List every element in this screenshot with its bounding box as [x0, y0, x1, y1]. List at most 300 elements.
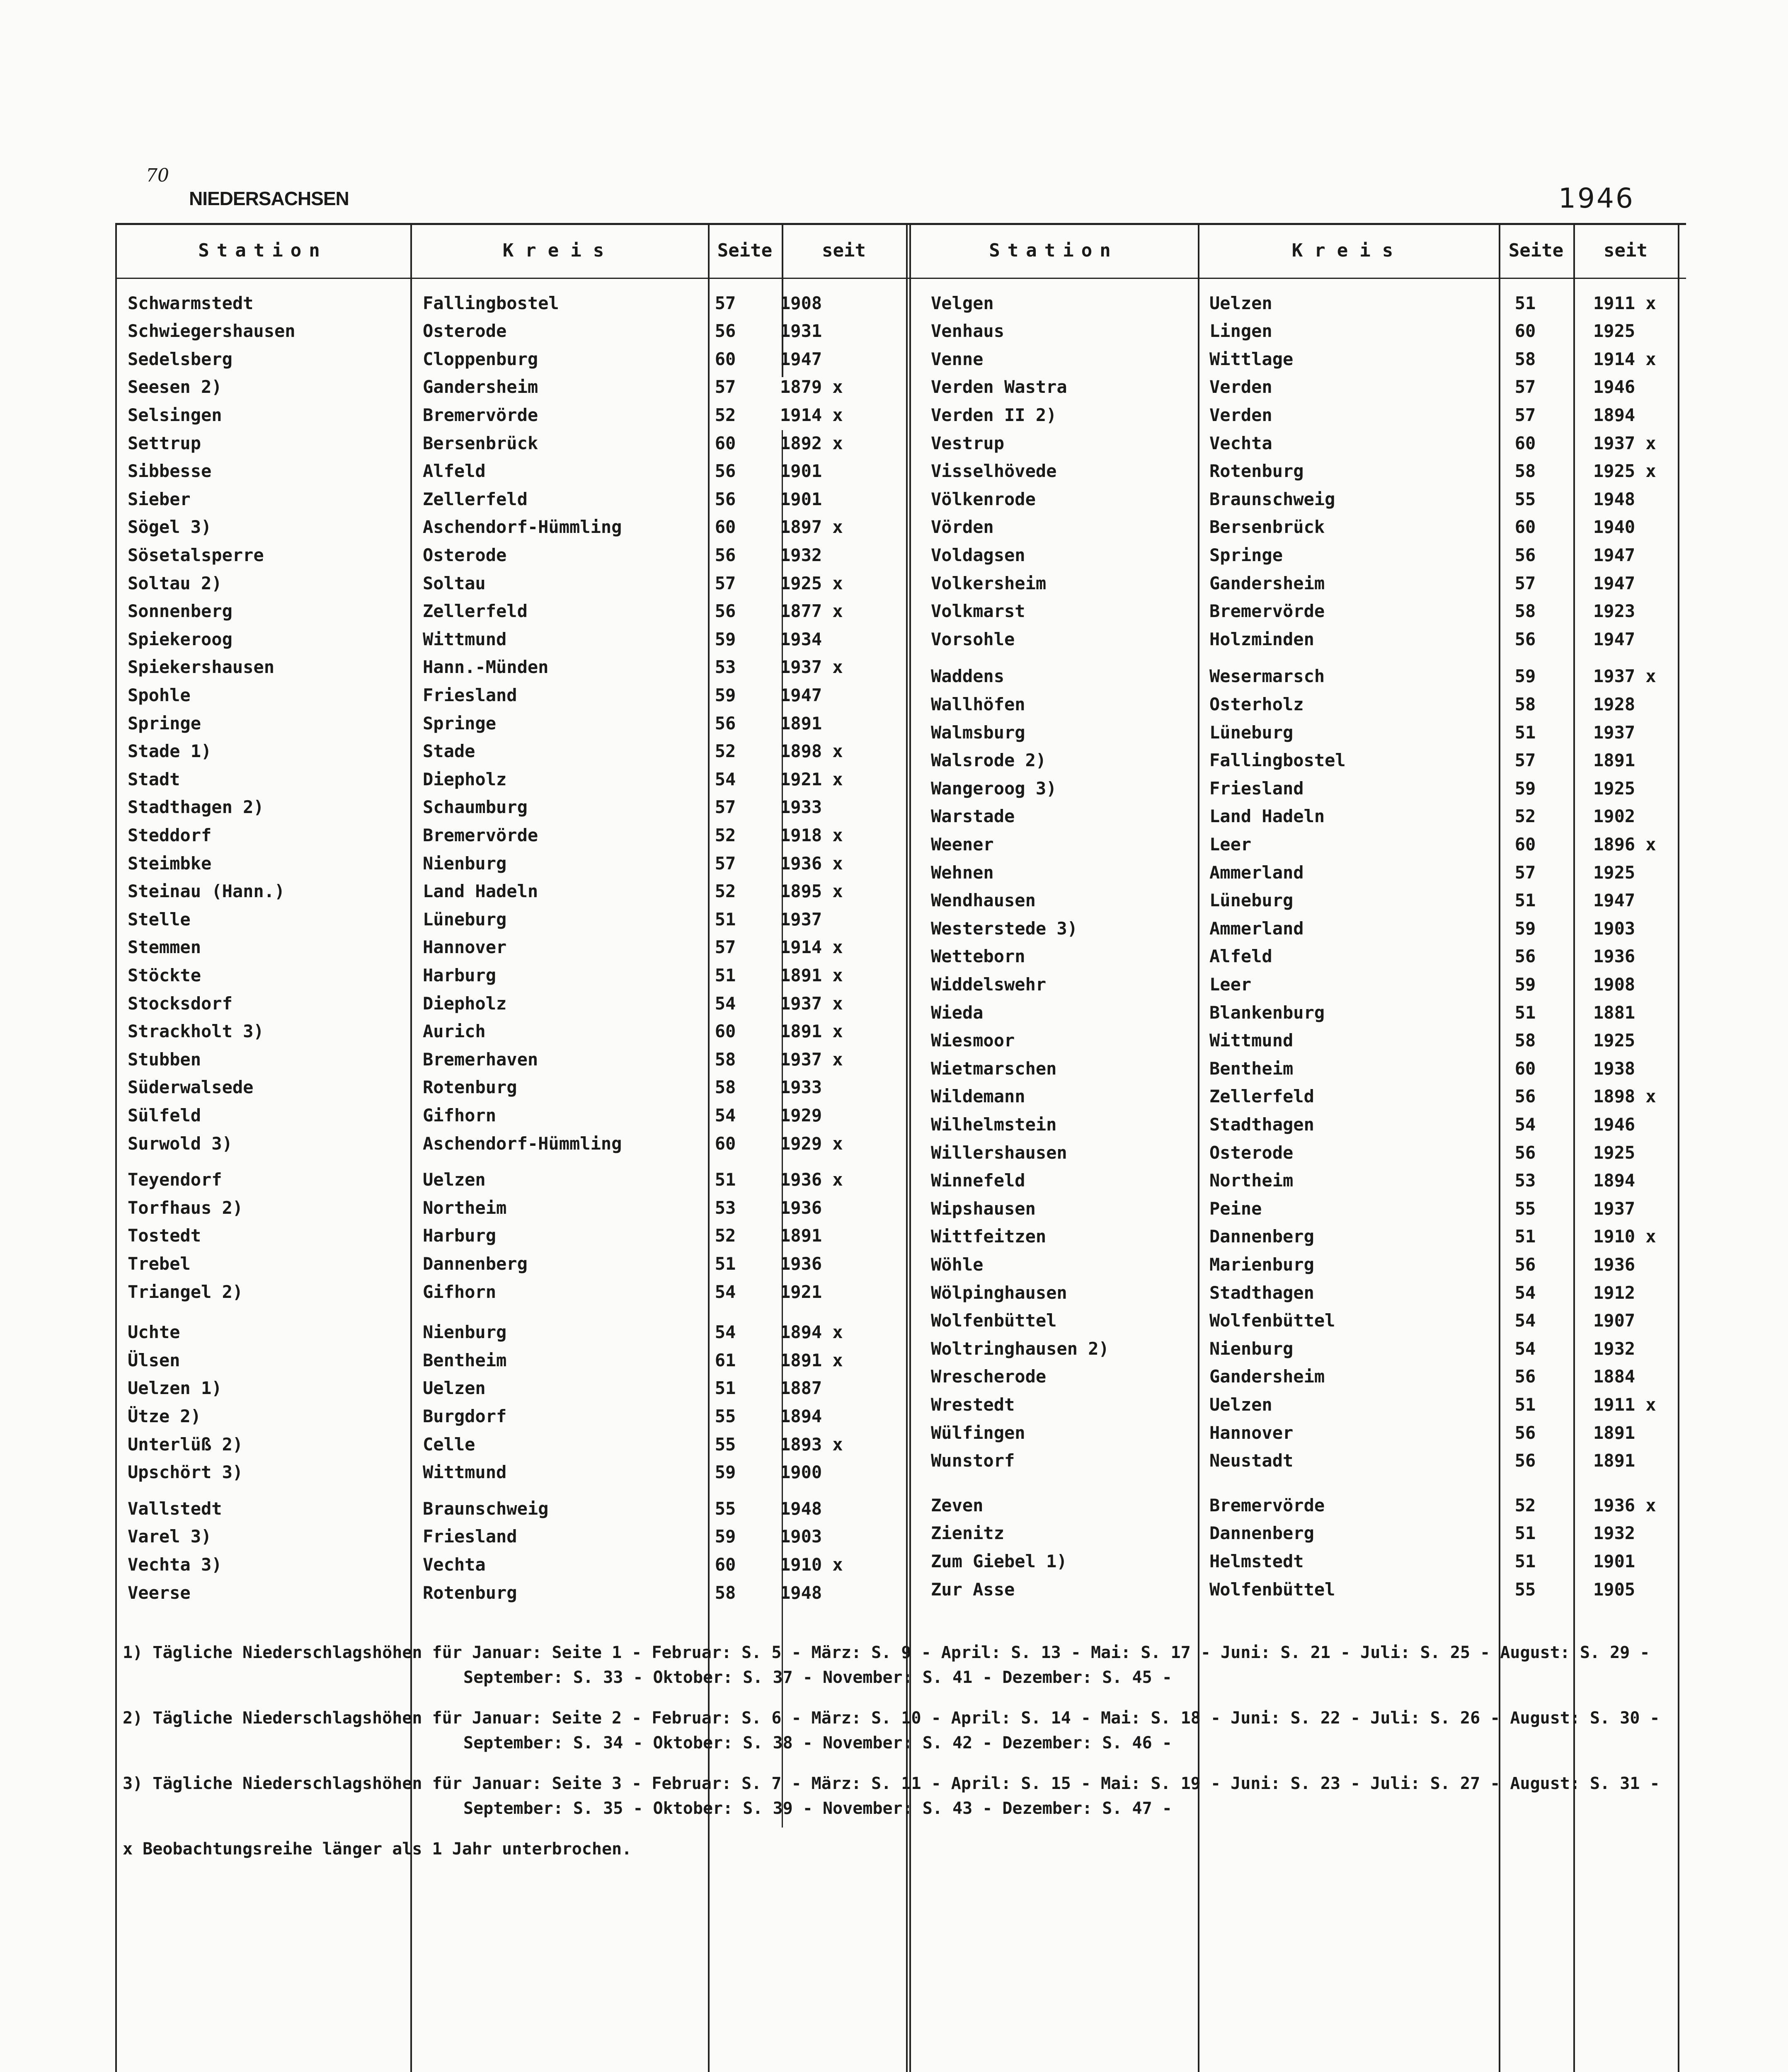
- seite-cell: 58: [715, 1077, 736, 1098]
- seit-cell: 1937: [1593, 1198, 1635, 1219]
- table-row: [115, 719, 1686, 746]
- seite-cell: 56: [1514, 1366, 1536, 1387]
- kreis-cell: Land Hadeln: [423, 881, 538, 902]
- kreis-cell: Lüneburg: [1209, 890, 1294, 911]
- station-cell: Surwold 3): [128, 1133, 233, 1154]
- seit-cell: 1894: [1593, 1170, 1635, 1191]
- seit-cell: 1947: [1593, 629, 1635, 649]
- station-cell: Strackholt 3): [128, 1021, 264, 1042]
- table-row: [115, 999, 1686, 1026]
- station-cell: Wendhausen: [931, 890, 1036, 911]
- seit-cell: 1877 x: [780, 601, 843, 622]
- kreis-cell: Helmstedt: [1209, 1551, 1304, 1571]
- seit-cell: 1938: [1593, 1058, 1635, 1079]
- station-cell: Veerse: [128, 1582, 191, 1603]
- seite-cell: 51: [1514, 1394, 1536, 1415]
- station-cell: Velgen: [931, 293, 994, 313]
- station-cell: Westerstede 3): [931, 918, 1078, 939]
- seit-cell: 1881: [1593, 1002, 1635, 1023]
- seite-cell: 56: [715, 601, 736, 622]
- kreis-cell: Fallingbostel: [423, 293, 559, 313]
- seit-cell: 1929 x: [780, 1133, 843, 1154]
- station-cell: Selsingen: [128, 404, 222, 425]
- header-seite: Seite: [717, 240, 773, 261]
- seit-cell: 1934: [780, 629, 822, 649]
- footnote-line: x Beobachtungsreihe länger als 1 Jahr unterbrochen.: [123, 1840, 632, 1859]
- table-row: [115, 915, 1686, 942]
- kreis-cell: Friesland: [423, 1526, 517, 1547]
- table-row: [115, 1363, 1686, 1390]
- kreis-cell: Northeim: [423, 1197, 507, 1218]
- kreis-cell: Bremervörde: [423, 825, 538, 845]
- table-row: [115, 1279, 1686, 1306]
- seit-cell: 1936 x: [780, 853, 843, 874]
- seit-cell: 1879 x: [780, 377, 843, 397]
- seite-cell: 56: [715, 461, 736, 482]
- seite-cell: 58: [1514, 349, 1536, 369]
- seite-cell: 54: [1514, 1310, 1536, 1331]
- header-station: Station: [198, 240, 327, 261]
- station-cell: Spohle: [128, 685, 191, 705]
- kreis-cell: Soltau: [423, 573, 486, 593]
- seit-cell: 1894: [1593, 404, 1635, 425]
- kreis-cell: Leer: [1209, 974, 1252, 995]
- station-cell: Steimbke: [128, 853, 212, 874]
- seit-cell: 1914 x: [1593, 349, 1656, 369]
- seit-cell: 1911 x: [1593, 1394, 1656, 1415]
- seite-cell: 58: [715, 1582, 736, 1603]
- seite-cell: 56: [1514, 1142, 1536, 1163]
- seit-cell: 1884: [1593, 1366, 1635, 1387]
- seit-cell: 1914 x: [780, 937, 843, 958]
- seite-cell: 57: [715, 937, 736, 958]
- table-row: [115, 345, 1686, 373]
- seit-cell: 1947: [1593, 545, 1635, 565]
- kreis-cell: Bersenbrück: [423, 433, 538, 453]
- kreis-cell: Bentheim: [1209, 1058, 1294, 1079]
- seite-cell: 52: [1514, 806, 1536, 827]
- station-cell: Wolfenbüttel: [931, 1310, 1057, 1331]
- kreis-cell: Land Hadeln: [1209, 806, 1325, 827]
- seite-cell: 57: [1514, 573, 1536, 593]
- table-row: [115, 1307, 1686, 1334]
- table-row: [115, 1447, 1686, 1474]
- kreis-cell: Springe: [423, 713, 497, 733]
- station-cell: Warstade: [931, 806, 1015, 827]
- kreis-cell: Nienburg: [423, 1322, 507, 1343]
- kreis-cell: Stade: [423, 741, 475, 762]
- station-cell: Ütze 2): [128, 1406, 201, 1426]
- seit-cell: 1937: [1593, 722, 1635, 743]
- seit-cell: 1903: [1593, 918, 1635, 939]
- header-seite-2: Seite: [1508, 240, 1564, 261]
- seite-cell: 57: [715, 797, 736, 818]
- kreis-cell: Friesland: [1209, 778, 1304, 799]
- footnote: [123, 1640, 1673, 1690]
- seit-cell: 1933: [780, 1077, 822, 1098]
- seite-cell: 51: [715, 909, 736, 929]
- station-cell: Wildemann: [931, 1086, 1025, 1107]
- seite-cell: 53: [1514, 1170, 1536, 1191]
- seit-cell: 1936: [780, 1253, 822, 1274]
- kreis-cell: Rotenburg: [1209, 461, 1304, 482]
- kreis-cell: Aurich: [423, 1021, 486, 1042]
- seite-cell: 51: [1514, 890, 1536, 911]
- seite-cell: 58: [715, 1049, 736, 1070]
- station-cell: Vestrup: [931, 433, 1005, 453]
- seite-cell: 53: [715, 1197, 736, 1218]
- kreis-cell: Wittmund: [1209, 1030, 1294, 1051]
- kreis-cell: Gandersheim: [423, 377, 538, 397]
- kreis-cell: Marienburg: [1209, 1254, 1314, 1275]
- station-cell: Waddens: [931, 666, 1005, 687]
- seit-cell: 1898 x: [780, 741, 843, 762]
- kreis-cell: Wolfenbüttel: [1209, 1310, 1335, 1331]
- kreis-cell: Verden: [1209, 377, 1272, 397]
- table-row: [115, 830, 1686, 858]
- seite-cell: 60: [715, 433, 736, 453]
- table-row: [115, 289, 1686, 317]
- kreis-cell: Aschendorf-Hümmling: [423, 1133, 622, 1154]
- footnote-line: September: S. 33 - Oktober: S. 37 - November: S. 41 - Dezember: S. 45 -: [463, 1668, 1172, 1687]
- table-row: [115, 663, 1686, 690]
- station-cell: Woltringhausen 2): [931, 1338, 1109, 1359]
- station-cell: Volkersheim: [931, 573, 1047, 593]
- seit-cell: 1925 x: [1593, 461, 1656, 482]
- seit-cell: 1937 x: [780, 1049, 843, 1070]
- seite-cell: 59: [1514, 918, 1536, 939]
- seit-cell: 1947: [780, 349, 822, 369]
- year-label: 1946: [1558, 182, 1635, 214]
- seit-cell: 1887: [780, 1378, 822, 1399]
- kreis-cell: Hannover: [1209, 1422, 1294, 1443]
- seit-cell: 1911 x: [1593, 293, 1656, 313]
- kreis-cell: Wolfenbüttel: [1209, 1579, 1335, 1600]
- table-row: [115, 1139, 1686, 1166]
- seite-cell: 56: [1514, 1450, 1536, 1471]
- station-cell: Soltau 2): [128, 573, 222, 593]
- kreis-cell: Diepholz: [423, 993, 507, 1014]
- kreis-cell: Wesermarsch: [1209, 666, 1325, 687]
- seite-cell: 57: [1514, 404, 1536, 425]
- kreis-cell: Osterode: [423, 545, 507, 565]
- seit-cell: 1925 x: [780, 573, 843, 593]
- station-cell: Walmsburg: [931, 722, 1025, 743]
- kreis-cell: Dannenberg: [1209, 1226, 1314, 1247]
- seite-cell: 54: [715, 1322, 736, 1343]
- seit-cell: 1937: [780, 909, 822, 929]
- kreis-cell: Nienburg: [1209, 1338, 1294, 1359]
- station-cell: Settrup: [128, 433, 201, 453]
- station-cell: Spiekeroog: [128, 629, 233, 649]
- seit-cell: 1936 x: [780, 1169, 843, 1190]
- seite-cell: 55: [715, 1498, 736, 1519]
- kreis-cell: Nienburg: [423, 853, 507, 874]
- seit-cell: 1907: [1593, 1310, 1635, 1331]
- seit-cell: 1891: [1593, 750, 1635, 771]
- kreis-cell: Bremervörde: [1209, 1495, 1325, 1515]
- seite-cell: 60: [1514, 321, 1536, 341]
- table-row: [115, 569, 1686, 597]
- seit-cell: 1937 x: [780, 657, 843, 678]
- kreis-cell: Bremervörde: [423, 404, 538, 425]
- station-cell: Wöhle: [931, 1254, 984, 1275]
- station-cell: Wülfingen: [931, 1422, 1025, 1443]
- seite-cell: 52: [715, 825, 736, 845]
- seit-cell: 1910 x: [780, 1554, 843, 1575]
- seite-cell: 56: [1514, 629, 1536, 649]
- table-row: [115, 625, 1686, 653]
- seit-cell: 1901: [780, 461, 822, 482]
- kreis-cell: Uelzen: [1209, 1394, 1272, 1415]
- station-cell: Steinau (Hann.): [128, 881, 285, 902]
- header-kreis-2: Kreis: [1291, 240, 1405, 261]
- seit-cell: 1932: [1593, 1523, 1635, 1544]
- seit-cell: 1936: [1593, 946, 1635, 967]
- kreis-cell: Zellerfeld: [423, 489, 528, 509]
- table-row: [115, 1251, 1686, 1278]
- seit-cell: 1905: [1593, 1579, 1635, 1600]
- seite-cell: 58: [1514, 1030, 1536, 1051]
- kreis-cell: Gifhorn: [423, 1281, 497, 1302]
- table-row: [115, 1195, 1686, 1222]
- seite-cell: 56: [1514, 1254, 1536, 1275]
- station-cell: Zur Asse: [931, 1579, 1015, 1600]
- station-cell: Stemmen: [128, 937, 201, 958]
- seite-cell: 55: [715, 1406, 736, 1426]
- seit-cell: 1895 x: [780, 881, 843, 902]
- station-cell: Wehnen: [931, 862, 994, 883]
- kreis-cell: Lüneburg: [423, 909, 507, 929]
- kreis-cell: Vechta: [1209, 433, 1272, 453]
- station-cell: Visselhövede: [931, 461, 1057, 482]
- seit-cell: 1933: [780, 797, 822, 818]
- kreis-cell: Ammerland: [1209, 918, 1304, 939]
- seite-cell: 54: [715, 769, 736, 789]
- station-cell: Wangeroog 3): [931, 778, 1057, 799]
- seite-cell: 54: [715, 993, 736, 1014]
- station-cell: Verden II 2): [931, 404, 1057, 425]
- kreis-cell: Celle: [423, 1434, 475, 1455]
- seit-cell: 1891 x: [780, 965, 843, 985]
- table-row: [115, 971, 1686, 998]
- seite-cell: 60: [1514, 517, 1536, 537]
- seite-cell: 51: [1514, 1002, 1536, 1023]
- seit-cell: 1936: [780, 1197, 822, 1218]
- header-station-2: Station: [989, 240, 1118, 261]
- seit-cell: 1937 x: [1593, 433, 1656, 453]
- kreis-cell: Peine: [1209, 1198, 1262, 1219]
- kreis-cell: Stadthagen: [1209, 1114, 1314, 1135]
- kreis-cell: Braunschweig: [1209, 489, 1335, 509]
- kreis-cell: Stadthagen: [1209, 1282, 1314, 1303]
- station-cell: Winnefeld: [931, 1170, 1025, 1191]
- seite-cell: 61: [715, 1350, 736, 1370]
- seite-cell: 57: [1514, 862, 1536, 883]
- station-cell: Wipshausen: [931, 1198, 1036, 1219]
- seite-cell: 51: [1514, 1551, 1536, 1571]
- seit-cell: 1923: [1593, 601, 1635, 622]
- seit-cell: 1947: [1593, 890, 1635, 911]
- station-cell: Wrescherode: [931, 1366, 1047, 1387]
- seite-cell: 51: [1514, 293, 1536, 313]
- station-cell: Zienitz: [931, 1523, 1005, 1544]
- kreis-cell: Gandersheim: [1209, 1366, 1325, 1387]
- seite-cell: 56: [715, 713, 736, 733]
- station-cell: Venhaus: [931, 321, 1005, 341]
- station-cell: Süderwalsede: [128, 1077, 254, 1098]
- table-row: [115, 485, 1686, 513]
- seit-cell: 1925: [1593, 1030, 1635, 1051]
- kreis-cell: Zellerfeld: [1209, 1086, 1314, 1107]
- kreis-cell: Bentheim: [423, 1350, 507, 1370]
- table-row: [115, 1055, 1686, 1082]
- seite-cell: 59: [715, 629, 736, 649]
- seite-cell: 55: [1514, 489, 1536, 509]
- seit-cell: 1937 x: [1593, 666, 1656, 687]
- seit-cell: 1893 x: [780, 1434, 843, 1455]
- seit-cell: 1891 x: [780, 1021, 843, 1042]
- seite-cell: 52: [715, 1225, 736, 1246]
- station-cell: Upschört 3): [128, 1462, 243, 1483]
- kreis-cell: Burgdorf: [423, 1406, 507, 1426]
- footnote-line: 1) Tägliche Niederschlagshöhen für Januar: Seite 1 - Februar: S. 5 - März: S. 9 - April: S. 13 - Mai: S. 17 - Juni: S. 21 - Juli: S. 25 - August: S. 29 -: [123, 1643, 1650, 1662]
- seit-cell: 1946: [1593, 1114, 1635, 1135]
- station-cell: Sögel 3): [128, 517, 212, 537]
- station-cell: Triangel 2): [128, 1281, 243, 1302]
- table-row: [115, 317, 1686, 345]
- kreis-cell: Alfeld: [423, 461, 486, 482]
- seit-cell: 1947: [780, 685, 822, 705]
- kreis-cell: Gandersheim: [1209, 573, 1325, 593]
- seite-cell: 56: [1514, 1086, 1536, 1107]
- seit-cell: 1937 x: [780, 993, 843, 1014]
- table-row: [115, 401, 1686, 428]
- footnote-line: September: S. 34 - Oktober: S. 38 - November: S. 42 - Dezember: S. 46 -: [463, 1733, 1172, 1752]
- seit-cell: 1946: [1593, 377, 1635, 397]
- seite-cell: 60: [715, 517, 736, 537]
- seite-cell: 57: [1514, 377, 1536, 397]
- seite-cell: 56: [715, 545, 736, 565]
- seite-cell: 54: [715, 1281, 736, 1302]
- table-row: [115, 887, 1686, 914]
- station-cell: Zeven: [931, 1495, 984, 1515]
- station-cell: Spiekershausen: [128, 657, 275, 678]
- seit-cell: 1901: [1593, 1551, 1635, 1571]
- station-cell: Venne: [931, 349, 984, 369]
- seite-cell: 54: [1514, 1114, 1536, 1135]
- seit-cell: 1891: [1593, 1450, 1635, 1471]
- table-row: [115, 803, 1686, 830]
- kreis-cell: Uelzen: [1209, 293, 1272, 313]
- seit-cell: 1948: [780, 1582, 822, 1603]
- seite-cell: 51: [715, 1169, 736, 1190]
- station-cell: Sonnenberg: [128, 601, 233, 622]
- station-cell: Wittfeitzen: [931, 1226, 1047, 1247]
- seit-cell: 1894 x: [780, 1322, 843, 1343]
- station-cell: Walsrode 2): [931, 750, 1047, 771]
- kreis-cell: Uelzen: [423, 1378, 486, 1399]
- kreis-cell: Wittmund: [423, 1462, 507, 1483]
- seite-cell: 60: [715, 1133, 736, 1154]
- seit-cell: 1947: [1593, 573, 1635, 593]
- station-cell: Wetteborn: [931, 946, 1025, 967]
- seite-cell: 60: [715, 1554, 736, 1575]
- seite-cell: 58: [1514, 601, 1536, 622]
- seite-cell: 52: [715, 741, 736, 762]
- seite-cell: 60: [1514, 1058, 1536, 1079]
- footnotes: [123, 1640, 1673, 1877]
- seit-cell: 1897 x: [780, 517, 843, 537]
- seite-cell: 56: [715, 321, 736, 341]
- kreis-cell: Lüneburg: [1209, 722, 1294, 743]
- seit-cell: 1928: [1593, 694, 1635, 714]
- station-cell: Weener: [931, 834, 994, 854]
- seite-cell: 51: [715, 965, 736, 985]
- station-cell: Stelle: [128, 909, 191, 929]
- kreis-cell: Wittlage: [1209, 349, 1294, 369]
- seite-cell: 59: [715, 1526, 736, 1547]
- seite-cell: 57: [715, 853, 736, 874]
- station-cell: Ülsen: [128, 1350, 180, 1370]
- seite-cell: 55: [1514, 1579, 1536, 1600]
- seite-cell: 54: [1514, 1282, 1536, 1303]
- footnote: [123, 1771, 1673, 1821]
- station-cell: Wilhelmstein: [931, 1114, 1057, 1135]
- station-cell: Sibbesse: [128, 461, 212, 482]
- seit-cell: 1891: [780, 1225, 822, 1246]
- seite-cell: 56: [1514, 946, 1536, 967]
- seite-cell: 59: [1514, 666, 1536, 687]
- seite-cell: 60: [715, 1021, 736, 1042]
- kreis-cell: Rotenburg: [423, 1077, 517, 1098]
- seit-cell: 1892 x: [780, 433, 843, 453]
- seite-cell: 51: [1514, 1523, 1536, 1544]
- station-cell: Vechta 3): [128, 1554, 222, 1575]
- station-cell: Uchte: [128, 1322, 180, 1343]
- footnote-line: 3) Tägliche Niederschlagshöhen für Januar: Seite 3 - Februar: S. 7 - März: S. 11 - April: S. 15 - Mai: S. 19 - Juni: S. 23 - Juli: S. 27 - August: S. 31 -: [123, 1774, 1660, 1793]
- station-cell: Torfhaus 2): [128, 1197, 243, 1218]
- kreis-cell: Wittmund: [423, 629, 507, 649]
- kreis-cell: Alfeld: [1209, 946, 1272, 967]
- seite-cell: 57: [715, 377, 736, 397]
- station-cell: Uelzen 1): [128, 1378, 222, 1399]
- kreis-cell: Neustadt: [1209, 1450, 1294, 1471]
- seit-cell: 1948: [780, 1498, 822, 1519]
- seit-cell: 1932: [1593, 1338, 1635, 1359]
- kreis-cell: Schaumburg: [423, 797, 528, 818]
- seite-cell: 52: [1514, 1495, 1536, 1515]
- kreis-cell: Diepholz: [423, 769, 507, 789]
- seite-cell: 56: [715, 489, 736, 509]
- seit-cell: 1891: [1593, 1422, 1635, 1443]
- header-rule: [115, 278, 1686, 279]
- seite-cell: 60: [715, 349, 736, 369]
- table-row: [115, 1027, 1686, 1054]
- seit-cell: 1903: [780, 1526, 822, 1547]
- table-row: [115, 1223, 1686, 1250]
- table-row: [115, 747, 1686, 774]
- footnote-line: September: S. 35 - Oktober: S. 39 - November: S. 43 - Dezember: S. 47 -: [463, 1799, 1172, 1818]
- seit-cell: 1948: [1593, 489, 1635, 509]
- seite-cell: 56: [1514, 545, 1536, 565]
- station-cell: Unterlüß 2): [128, 1434, 243, 1455]
- seit-cell: 1940: [1593, 517, 1635, 537]
- kreis-cell: Cloppenburg: [423, 349, 538, 369]
- station-cell: Wölpinghausen: [931, 1282, 1067, 1303]
- station-cell: Volkmarst: [931, 601, 1025, 622]
- station-cell: Zum Giebel 1): [931, 1551, 1067, 1571]
